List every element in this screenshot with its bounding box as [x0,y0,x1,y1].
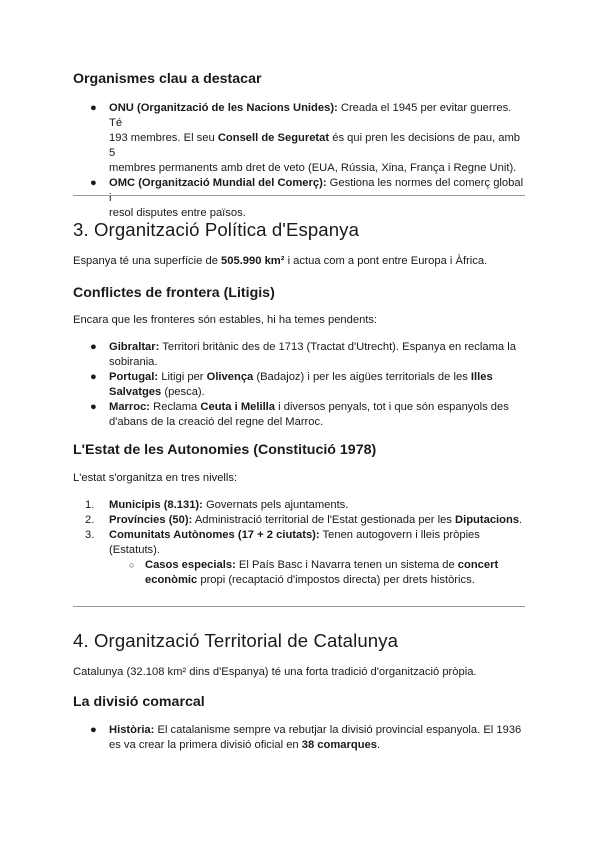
bold-term: Marroc: [109,401,151,413]
bullet-icon: ● [90,401,97,413]
item-text: (Estatuts). [109,544,160,556]
item-text: El País Basc i Navarra tenen un sistema de [235,559,458,571]
list-item-marroc [73,400,525,430]
list-number: 1. [85,499,95,511]
autonomies-intro: L'estat s'organitza en tres nivells: [73,472,238,484]
bold-term: Diputacions [455,514,520,526]
section-heading-conflictes: Conflictes de frontera (Litigis) [73,285,275,301]
item-text: resol disputes entre països. [109,207,246,219]
organismes-list [73,101,525,221]
item-text: . [377,739,381,751]
item-text: Governats pels ajuntaments. [202,499,349,511]
bold-term: Casos especials: [145,559,236,571]
item-text: Litigi per [158,371,207,383]
para-text: i actua com a pont entre Europa i Àfrica. [284,255,488,267]
bold-term: Illes [470,371,493,383]
item-text: i diversos penyals, tot i que són espanyols des [275,401,509,413]
list-item-omc [73,176,525,221]
bold-term: 38 comarques [301,739,377,751]
list-item-historia [73,723,525,753]
item-text: Administració territorial de l'Estat gestionada per les [192,514,456,526]
item-text: . [519,514,523,526]
bold-term: Municipis (8.131): [109,499,203,511]
list-item-provincies [73,513,525,528]
bold-term: ONU (Organització de les Nacions Unides): [109,102,338,114]
item-text: Territori britànic des de 1713 (Tractat d'Utrecht). Espanya en reclama la [159,341,516,353]
bold-term: Història: [109,724,155,736]
section-divider [73,606,525,607]
item-text: es va crear la primera divisió oficial en [109,739,302,751]
comarcal-list [73,723,525,753]
bold-term: OMC (Organització Mundial del Comerç): [109,177,327,189]
para-text: Espanya té una superfície de [73,255,222,267]
section-title-4: 4. Organització Territorial de Catalunya [73,630,399,651]
item-text: propi (recaptació d'impostos directa) per drets històrics. [197,574,475,586]
section-heading-organismes: Organismes clau a destacar [73,71,262,87]
list-item-municipis [73,498,525,513]
item-text: sobirania. [109,356,158,368]
item-text: (Badajoz) i per les aigües territorials de les [253,371,471,383]
item-text: Creada el 1945 per evitar guerres. Té [109,102,512,129]
list-item-gibraltar [73,340,525,370]
section-title-3: 3. Organització Política d'Espanya [73,219,360,240]
autonomies-list [73,498,525,588]
bold-term: Províncies (50): [109,514,193,526]
bold-term: Salvatges [109,386,162,398]
list-item-comunitats [73,528,525,558]
bold-term: 505.990 km² [221,255,285,267]
conflictes-intro: Encara que les fronteres són estables, hi ha temes pendents: [73,314,378,326]
list-number: 3. [85,529,95,541]
conflictes-list [73,340,525,430]
bold-term: Comunitats Autònomes (17 + 2 ciutats): [109,529,320,541]
list-item-portugal [73,370,525,400]
bullet-icon: ● [90,371,97,383]
item-text: (pesca). [161,386,205,398]
bold-term: Ceuta i Melilla [200,401,276,413]
list-item-onu [73,101,525,176]
item-text: Reclama [150,401,201,413]
sub-item-casos-especials [73,558,525,588]
bold-term: Portugal: [109,371,159,383]
item-text: Gestiona les normes del comerç global i [109,177,524,204]
bullet-icon: ● [90,341,97,353]
item-text: membres permanents amb dret de veto (EUA, Rússia, Xina, França i Regne Unit). [109,162,517,174]
circle-bullet-icon: ○ [129,560,135,570]
section-heading-autonomies: L'Estat de les Autonomies (Constitució 1978) [73,442,377,458]
section-heading-comarcal: La divisió comarcal [73,694,205,710]
item-text: 193 membres. El seu [109,132,218,144]
section-divider [73,195,525,196]
section4-intro: Catalunya (32.108 km² dins d'Espanya) té una forta tradició d'organització pròpia. [73,666,477,678]
bold-term: Consell de Seguretat [217,132,330,144]
bold-term: Olivença [206,371,254,383]
bold-term: Gibraltar: [109,341,160,353]
item-text: El catalanisme sempre va rebutjar la divisió provincial espanyola. El 1936 [154,724,522,736]
bullet-icon: ● [90,724,97,736]
item-text: d'abans de la creació del regne del Marroc. [109,416,324,428]
item-text: Tenen autogovern i lleis pròpies [319,529,480,541]
list-number: 2. [85,514,95,526]
bold-term: concert [457,559,499,571]
bullet-icon: ● [90,102,97,114]
bullet-icon: ● [90,177,97,189]
section3-intro [73,255,487,267]
item-text: és qui pren les decisions de pau, amb 5 [109,132,521,159]
bold-term: econòmic [145,574,198,586]
